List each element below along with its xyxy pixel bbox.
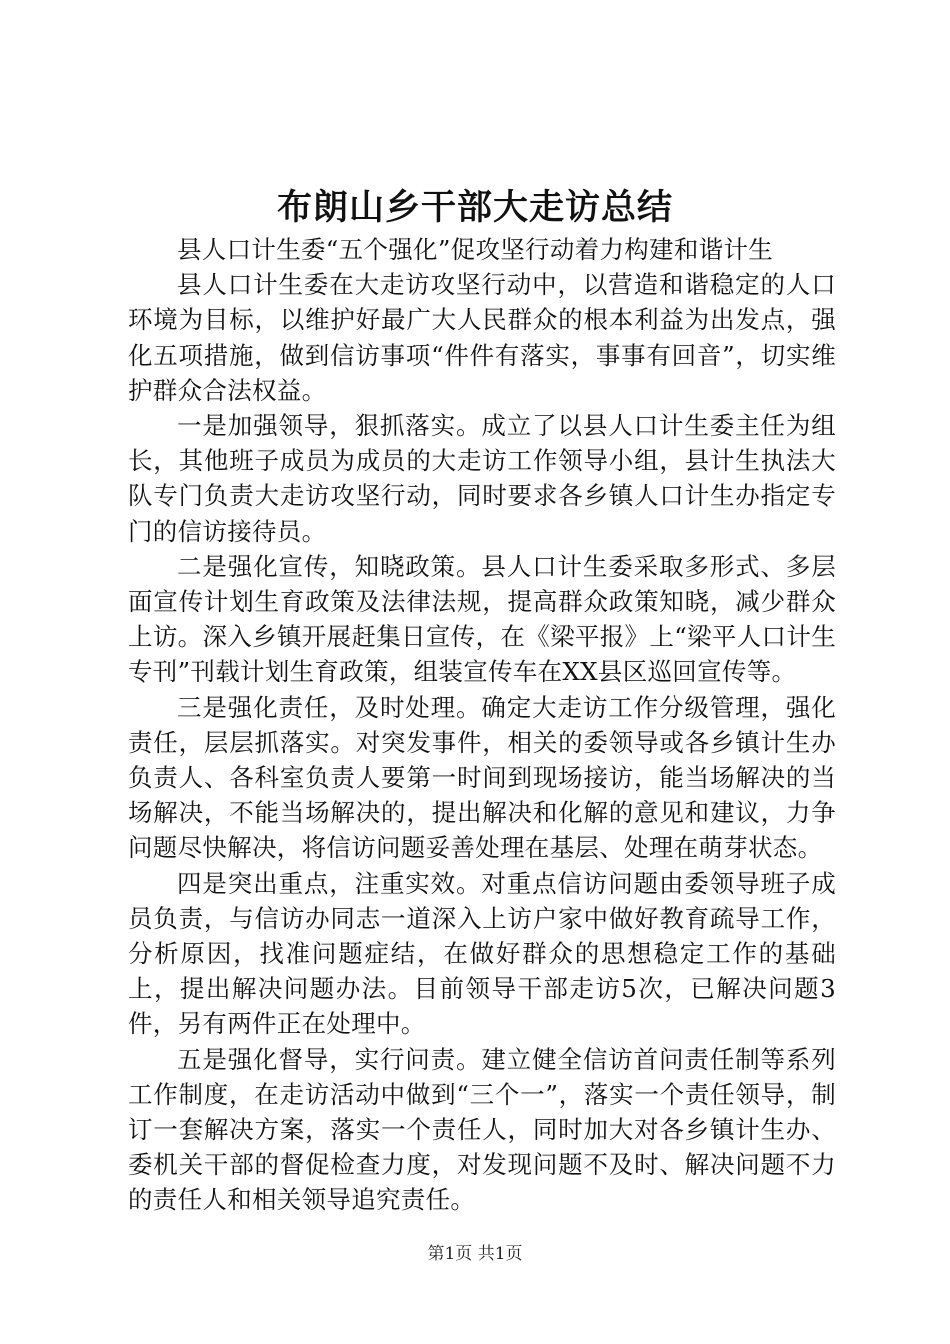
- paragraph-focus: 四是突出重点，注重实效。对重点信访问题由委领导班子成员负责，与信访办同志一道深入上访户家中做好教育疏导工作，分析原因，找准问题症结，在做好群众的思想稳定工作的基础上，提出解决问题办法。目前领导干部走访5次，已解决问题3件，另有两件正在处理中。: [128, 868, 836, 1039]
- paragraph-publicity: 二是强化宣传，知晓政策。县人口计生委采取多形式、多层面宣传计划生育政策及法律法规，提高群众政策知晓，减少群众上访。深入乡镇开展赶集日宣传，在《梁平报》上“梁平人口计生专刊”刊载计划生育政策，组装宣传车在XX县区巡回宣传等。: [128, 551, 836, 687]
- document-title: 布朗山乡干部大走访总结: [276, 187, 673, 228]
- page-number-footer: 第1页 共1页: [427, 1244, 523, 1264]
- subtitle-paragraph: 县人口计生委“五个强化”促攻坚行动着力构建和谐计生: [177, 235, 774, 264]
- paragraph-leadership: 一是加强领导，狠抓落实。成立了以县人口计生委主任为组长，其他班子成员为成员的大走访工作领导小组，县计生执法大队专门负责大走访攻坚行动，同时要求各乡镇人口计生办指定专门的信访接待员。: [128, 411, 836, 546]
- paragraph-supervision: 五是强化督导，实行问责。建立健全信访首问责任制等系列工作制度，在走访活动中做到“三个一”，落实一个责任领导，制订一套解决方案，落实一个责任人，同时加大对各乡镇计生办、委机关干部的督促检查力度，对发现问题不及时、解决问题不力的责任人和相关领导追究责任。: [128, 1044, 836, 1215]
- paragraph-responsibility: 三是强化责任，及时处理。确定大走访工作分级管理，强化责任，层层抓落实。对突发事件，相关的委领导或各乡镇计生办负责人、各科室负责人要第一时间到现场接访，能当场解决的当场解决，不能当场解决的，提出解决和化解的意见和建议，力争问题尽快解决，将信访问题妥善处理在基层、处理在萌芽状态。: [128, 692, 836, 863]
- intro-paragraph: 县人口计生委在大走访攻坚行动中，以营造和谐稳定的人口环境为目标，以维护好最广大人民群众的根本利益为出发点，强化五项措施，做到信访事项“件件有落实，事事有回音”，切实维护群众合法权益。: [128, 270, 836, 405]
- document-body: [128, 232, 836, 1218]
